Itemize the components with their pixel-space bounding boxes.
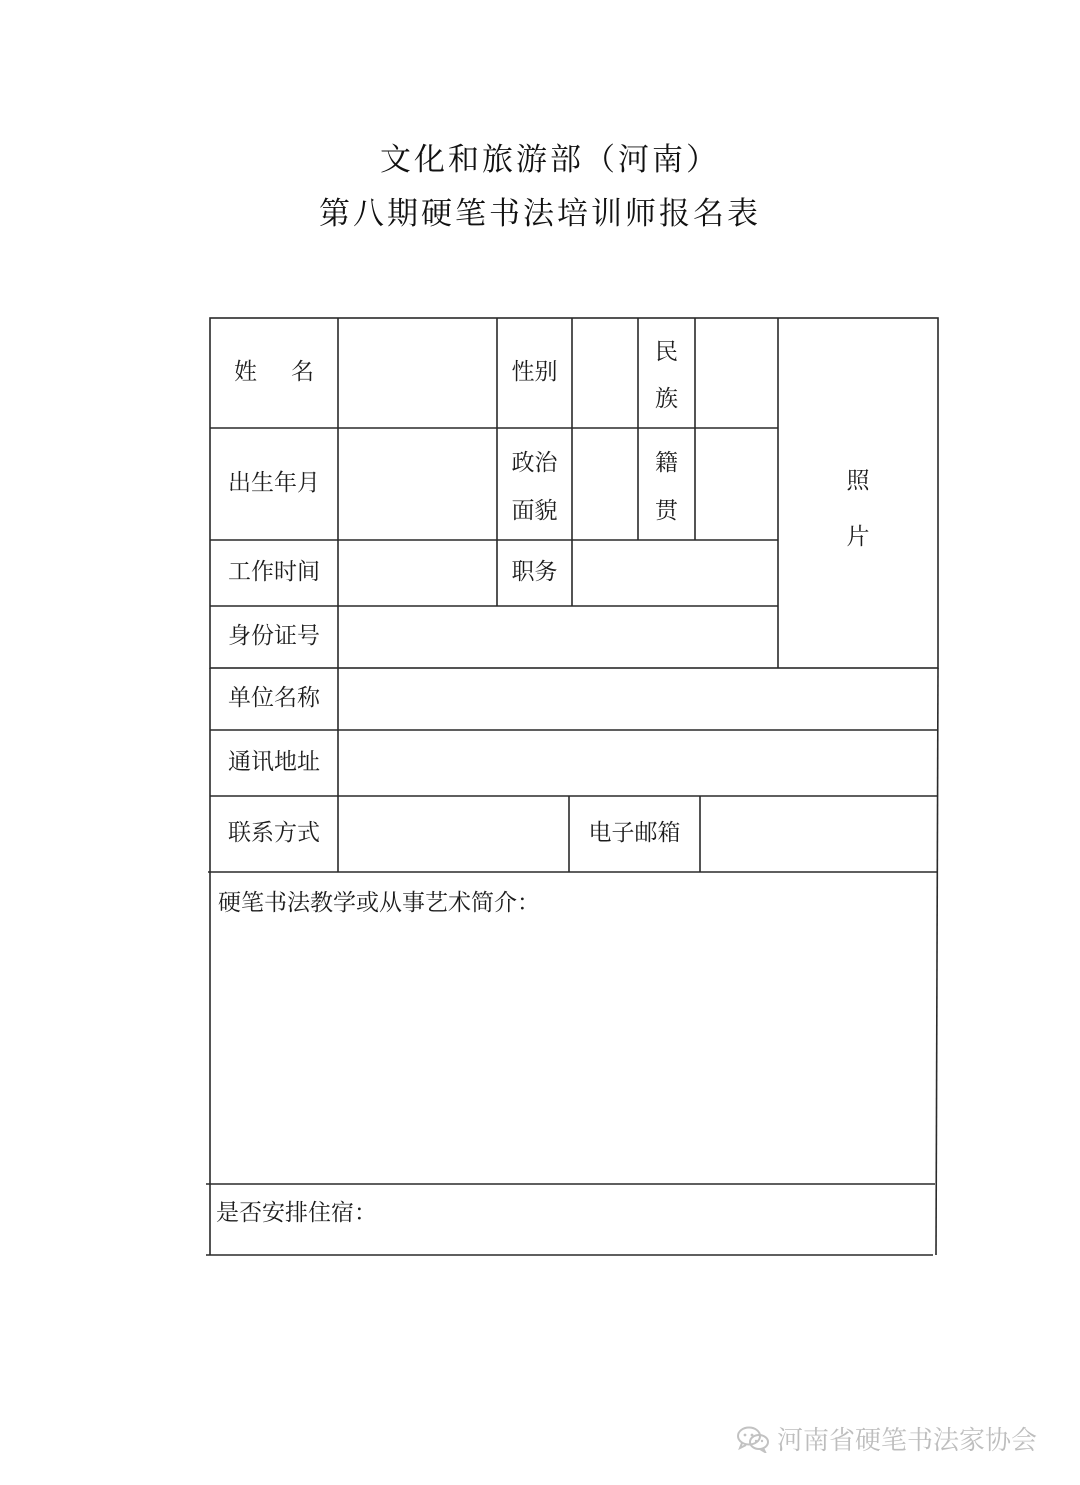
unit-label-cell: [210, 668, 338, 730]
photo-label-char-1: 照: [846, 468, 870, 494]
address-label-cell: [210, 730, 338, 796]
birth-label-cell: [210, 428, 338, 540]
position-field[interactable]: [572, 540, 778, 606]
watermark-text: 河南省硬笔书法家协会: [777, 1426, 1038, 1456]
watermark: [735, 1420, 1037, 1457]
email-label-cell: [569, 796, 700, 872]
native-label-cell: [638, 428, 695, 540]
native-label-char-1: 籍: [655, 449, 678, 476]
ethnicity-label-char-1: 民: [655, 339, 678, 365]
birth-label: 出生年月: [228, 470, 320, 497]
ethnicity-label-char-2: 族: [655, 386, 678, 412]
gender-label-cell: [497, 318, 572, 428]
political-label-line-2: 面貌: [511, 497, 558, 524]
political-field[interactable]: [572, 428, 638, 540]
document-subtitle: 第八期硬笔书法培训师报名表: [319, 196, 761, 232]
unit-field[interactable]: [338, 668, 938, 730]
contact-label: 联系方式: [228, 820, 320, 847]
address-label: 通讯地址: [228, 749, 320, 776]
id-field[interactable]: [338, 606, 778, 668]
political-label-cell: [497, 428, 572, 540]
wechat-icon: [735, 1425, 771, 1453]
work-time-label: 工作时间: [228, 559, 320, 586]
gender-field[interactable]: [572, 318, 638, 428]
name-label-cell: [210, 318, 348, 428]
work-time-field[interactable]: [338, 540, 497, 606]
position-label: 职务: [511, 559, 558, 586]
native-field[interactable]: [695, 428, 778, 540]
document-title: 文化和旅游部（河南）: [380, 142, 720, 178]
native-label-char-2: 贯: [655, 497, 678, 524]
contact-field[interactable]: [338, 796, 569, 872]
name-label: 姓名: [234, 359, 348, 386]
intro-label: 硬笔书法教学或从事艺术简介：: [218, 890, 540, 916]
photo-label-char-2: 片: [846, 524, 870, 550]
political-label-line-1: 政治: [511, 449, 558, 476]
contact-label-cell: [210, 796, 338, 872]
ethnicity-label-cell: [638, 318, 695, 428]
ethnicity-field[interactable]: [695, 318, 778, 428]
email-field[interactable]: [700, 796, 938, 872]
position-label-cell: [497, 540, 572, 606]
intro-field[interactable]: [208, 872, 937, 1184]
name-field[interactable]: [338, 318, 497, 428]
id-label: 身份证号: [228, 623, 320, 650]
birth-field[interactable]: [338, 428, 497, 540]
gender-label: 性别: [511, 359, 558, 386]
email-label: 电子邮箱: [588, 820, 681, 847]
address-field[interactable]: [338, 730, 938, 796]
unit-label: 单位名称: [228, 685, 320, 712]
accommodation-label: 是否安排住宿：: [216, 1200, 377, 1226]
accommodation-field[interactable]: [206, 1184, 935, 1255]
id-label-cell: [210, 606, 338, 668]
photo-box[interactable]: [778, 318, 938, 668]
work-time-label-cell: [210, 540, 338, 606]
